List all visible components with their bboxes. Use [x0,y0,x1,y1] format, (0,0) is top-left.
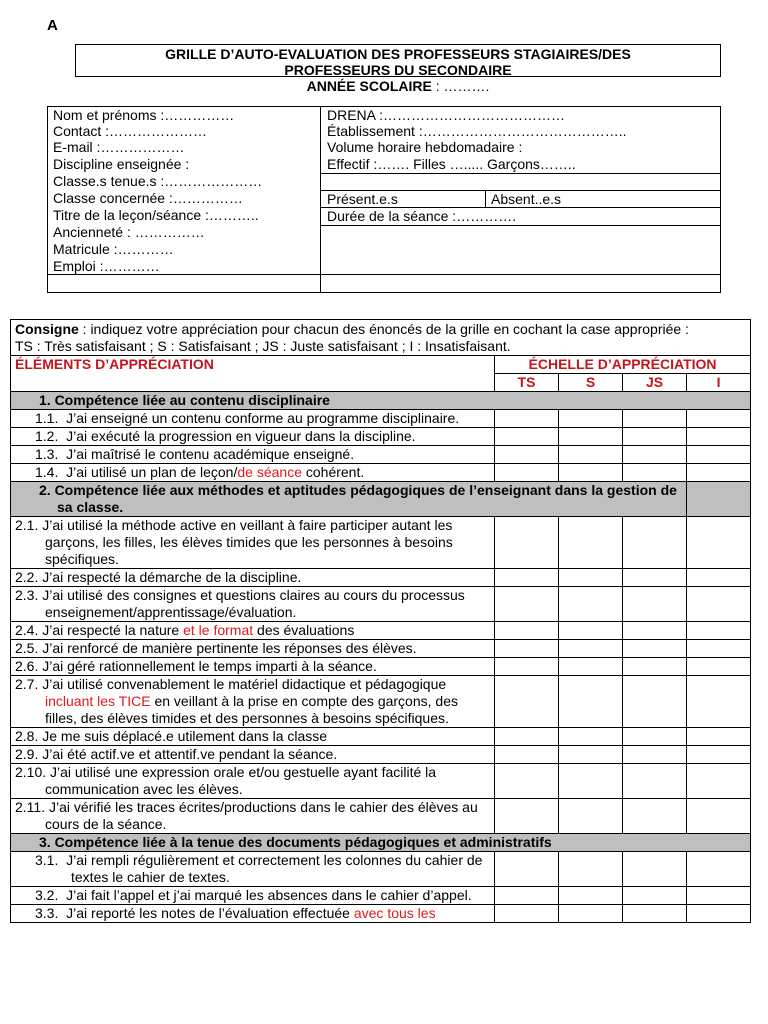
seniority-field[interactable]: Ancienneté : …………… [53,224,205,240]
rating-cell-js[interactable] [623,517,687,569]
criterion-row [11,428,751,446]
instructions-label: Consigne [15,321,79,337]
divider [320,106,321,293]
criterion-row [11,799,751,834]
rating-cell-i[interactable] [687,887,751,905]
criterion-text: 2.8. Je me suis déplacé.e utilement dans la classe [11,728,495,746]
section-heading-1: 1. Compétence liée au contenu disciplinaire [11,392,751,410]
rating-cell-ts[interactable] [495,640,559,658]
section-heading-2: 2. Compétence liée aux méthodes et aptitudes pédagogiques de l’enseignant dans la gestion de sa classe. [11,482,687,517]
rating-cell-i[interactable] [687,587,751,622]
criterion-row [11,464,751,482]
identification-table [47,106,721,293]
rating-cell-s[interactable] [559,464,623,482]
rating-cell-s[interactable] [559,728,623,746]
criterion-text: 1.3. J’ai maîtrisé le contenu académique enseigné. [11,446,495,464]
rating-cell-s[interactable] [559,428,623,446]
criterion-text: 2.7. J’ai utilisé convenablement le matériel didactique et pédagogique incluant les TICE en veillant à la prise en compte des garçons, des filles, des élèves timides et des personnes à besoins spécifiques. [11,676,495,728]
section-heading-3: 3. Compétence liée à la tenue des documents pédagogiques et administratifs [11,834,751,852]
rating-cell-js[interactable] [623,905,687,923]
col-i: I [687,374,751,392]
rating-cell-ts[interactable] [495,764,559,799]
school-year [75,78,721,94]
criterion-text: 3.2. J’ai fait l’appel et j’ai marqué les absences dans le cahier d’appel. [11,887,495,905]
email-field[interactable]: E-mail :……………… [53,139,185,155]
criterion-row [11,728,751,746]
criterion-text: 3.1. J’ai rempli régulièrement et correctement les colonnes du cahier de textes le cahier de textes. [11,852,495,887]
absent-field[interactable]: Absent..e.s [491,191,562,207]
rating-cell-js[interactable] [623,676,687,728]
rating-cell-i[interactable] [687,852,751,887]
divider [320,173,721,174]
criterion-text: 1.1. J’ai enseigné un contenu conforme au programme disciplinaire. [11,410,495,428]
page-letter: A [47,17,58,34]
rating-cell-js[interactable] [623,569,687,587]
rating-cell-js[interactable] [623,728,687,746]
rating-cell-i[interactable] [687,464,751,482]
elements-header: ÉLÉMENTS D’APPRÉCIATION [11,356,495,392]
evaluation-grid [10,319,751,923]
rating-cell-ts[interactable] [495,622,559,640]
rating-cell-js[interactable] [623,587,687,622]
rating-cell-s[interactable] [559,746,623,764]
classes-held-field[interactable]: Classe.s tenue.s :………………… [53,173,263,189]
rating-cell-js[interactable] [623,446,687,464]
school-field[interactable]: Établissement :…………………………………….. [327,123,627,139]
rating-cell-js[interactable] [623,622,687,640]
rating-cell-ts[interactable] [495,658,559,676]
rating-cell-js[interactable] [623,746,687,764]
instructions [11,320,751,356]
rating-cell-ts[interactable] [495,428,559,446]
rating-cell-s[interactable] [559,905,623,923]
criterion-row [11,569,751,587]
rating-cell-s[interactable] [559,622,623,640]
class-concerned-field[interactable]: Classe concernée :…………… [53,190,243,206]
contact-field[interactable]: Contact :………………… [53,123,208,139]
rating-cell-s[interactable] [559,799,623,834]
rating-cell-ts[interactable] [495,746,559,764]
criterion-text: 2.9. J’ai été actif.ve et attentif.ve pendant la séance. [11,746,495,764]
rating-cell-i[interactable] [687,569,751,587]
form-title [75,44,721,77]
rating-cell-ts[interactable] [495,517,559,569]
rating-cell-ts[interactable] [495,728,559,746]
rating-cell-js[interactable] [623,658,687,676]
criterion-text: 2.5. J’ai renforcé de manière pertinente les réponses des élèves. [11,640,495,658]
col-s: S [559,374,623,392]
criterion-row [11,852,751,887]
rating-cell-i[interactable] [687,622,751,640]
rating-cell-ts[interactable] [495,446,559,464]
divider [320,225,721,226]
criterion-text: 2.6. J’ai géré rationnellement le temps imparti à la séance. [11,658,495,676]
rating-cell-i[interactable] [687,746,751,764]
rating-cell-i[interactable] [687,658,751,676]
drena-field[interactable]: DRENA :………………………………… [327,107,566,123]
rating-cell-i[interactable] [687,517,751,569]
rating-cell-s[interactable] [559,446,623,464]
rating-cell-ts[interactable] [495,587,559,622]
rating-cell-js[interactable] [623,852,687,887]
rating-cell-s[interactable] [559,676,623,728]
criterion-text: 1.4. J’ai utilisé un plan de leçon/de séance cohérent. [11,464,495,482]
title-line-2: PROFESSEURS DU SECONDAIRE [284,62,512,78]
criterion-row [11,887,751,905]
rating-cell-js[interactable] [623,799,687,834]
criterion-text: 1.2. J’ai exécuté la progression en vigueur dans la discipline. [11,428,495,446]
lesson-title-field[interactable]: Titre de la leçon/séance :……….. [53,207,259,223]
title-line-1: GRILLE D’AUTO-EVALUATION DES PROFESSEURS STAGIAIRES/DES [165,46,631,62]
divider [485,190,486,207]
rating-cell-ts[interactable] [495,676,559,728]
registration-number-field[interactable]: Matricule :………… [53,241,174,257]
criterion-row [11,658,751,676]
scale-header: ÉCHELLE D’APPRÉCIATION [495,356,751,374]
rating-cell-js[interactable] [623,887,687,905]
criterion-row [11,764,751,799]
criterion-text: 2.4. J’ai respecté la nature et le format des évaluations [11,622,495,640]
rating-cell-s[interactable] [559,410,623,428]
rating-cell-s[interactable] [559,852,623,887]
school-year-label: ANNÉE SCOLAIRE [306,78,432,94]
enrollment-field[interactable]: Effectif :……. Filles …..... Garçons…….. [327,156,576,172]
rating-cell-js[interactable] [623,464,687,482]
rating-cell-s[interactable] [559,764,623,799]
criterion-row [11,905,751,923]
position-field[interactable]: Emploi :………… [53,258,160,274]
criterion-text: 2.11. J’ai vérifié les traces écrites/productions dans le cahier des élèves au cours de la séance. [11,799,495,834]
criterion-row [11,410,751,428]
rating-cell-js[interactable] [623,410,687,428]
rating-cell-i[interactable] [687,799,751,834]
discipline-field[interactable]: Discipline enseignée : [53,156,190,172]
rating-cell-ts[interactable] [495,799,559,834]
criterion-row [11,746,751,764]
criterion-text: 3.3. J’ai reporté les notes de l’évaluation effectuée avec tous les [11,905,495,923]
rating-cell-js[interactable] [623,640,687,658]
rating-cell-s[interactable] [559,658,623,676]
rating-cell-js[interactable] [623,428,687,446]
criterion-row [11,640,751,658]
rating-cell-s[interactable] [559,640,623,658]
session-duration-field[interactable]: Durée de la séance :…………. [327,208,517,224]
rating-cell-i[interactable] [687,428,751,446]
criterion-row [11,622,751,640]
col-js: JS [623,374,687,392]
rating-cell-js[interactable] [623,764,687,799]
criterion-row [11,446,751,464]
criterion-row [11,517,751,569]
rating-cell-ts[interactable] [495,852,559,887]
section-heading-2-filler [687,482,751,517]
weekly-hours-field[interactable]: Volume horaire hebdomadaire : [327,139,523,155]
rating-cell-s[interactable] [559,887,623,905]
criterion-text: 2.3. J’ai utilisé des consignes et questions claires au cours du processus enseignement/apprentissage/évaluation. [11,587,495,622]
rating-cell-ts[interactable] [495,569,559,587]
rating-cell-i[interactable] [687,764,751,799]
rating-cell-i[interactable] [687,728,751,746]
rating-cell-s[interactable] [559,569,623,587]
rating-cell-ts[interactable] [495,887,559,905]
school-year-value[interactable]: : ………. [435,78,490,94]
name-field[interactable]: Nom et prénoms :…………… [53,107,235,123]
col-ts: TS [495,374,559,392]
rating-cell-ts[interactable] [495,464,559,482]
rating-cell-i[interactable] [687,640,751,658]
rating-cell-i[interactable] [687,410,751,428]
instructions-text: : indiquez votre appréciation pour chacun des énoncés de la grille en cochant la case appropriée : [78,321,689,337]
rating-cell-ts[interactable] [495,410,559,428]
rating-cell-i[interactable] [687,905,751,923]
rating-cell-i[interactable] [687,446,751,464]
rating-cell-ts[interactable] [495,905,559,923]
criterion-text: 2.10. J’ai utilisé une expression orale et/ou gestuelle ayant facilité la communication avec les élèves. [11,764,495,799]
present-field[interactable]: Présent.e.s [327,191,398,207]
rating-cell-i[interactable] [687,676,751,728]
scale-legend: TS : Très satisfaisant ; S : Satisfaisant ; JS : Juste satisfaisant ; I : Insatisfaisant. [15,338,511,354]
rating-cell-s[interactable] [559,517,623,569]
criterion-text: 2.2. J’ai respecté la démarche de la discipline. [11,569,495,587]
criterion-row [11,587,751,622]
rating-cell-s[interactable] [559,587,623,622]
criterion-row [11,676,751,728]
criterion-text: 2.1. J’ai utilisé la méthode active en veillant à faire participer autant les garçons, les filles, les élèves timides que les personnes à besoins spécifiques. [11,517,495,569]
